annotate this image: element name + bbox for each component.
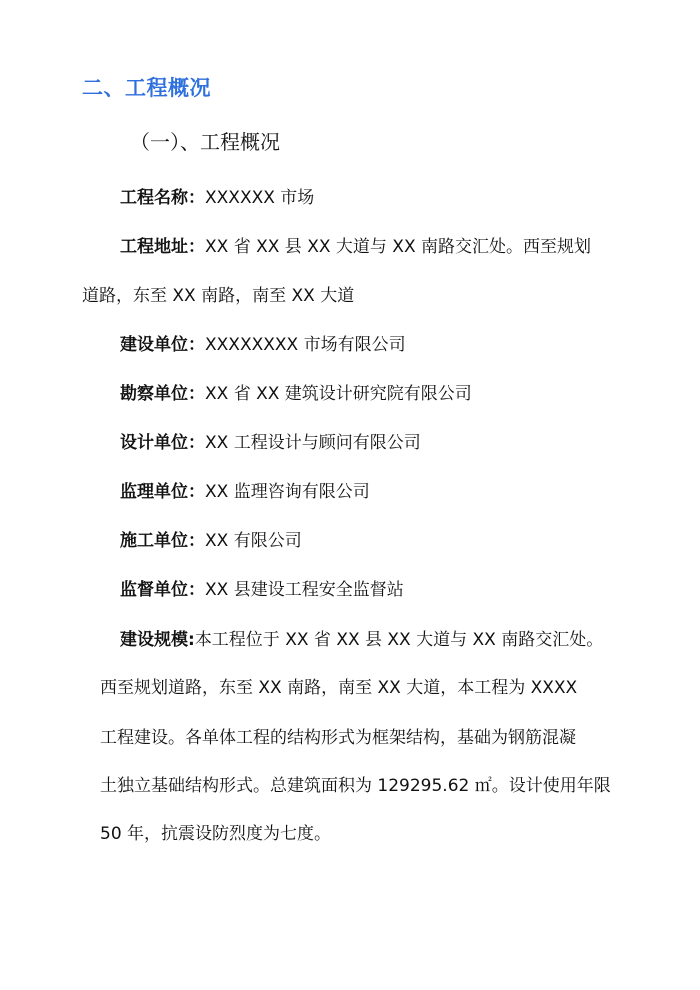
section-heading: 二、工程概况 (82, 76, 211, 100)
field-value: XX 县建设工程安全监督站 (205, 580, 404, 600)
field-separator: ： (188, 580, 205, 600)
scale-line: 本工程位于 XX 省 XX 县 XX 大道与 XX 南路交汇处。 (194, 630, 604, 650)
field-construction-unit (120, 330, 406, 355)
scale-label: 建设规模 (120, 630, 188, 650)
field-separator: ： (188, 482, 205, 502)
field-oversight-unit (120, 575, 404, 600)
address-continuation: 道路，东至 XX 南路，南至 XX 大道 (82, 286, 355, 306)
field-separator: ： (188, 335, 205, 355)
field-label: 工程名称 (120, 188, 188, 208)
field-value: XX 省 XX 县 XX 大道与 XX 南路交汇处。西至规划 (205, 237, 591, 257)
field-label: 勘察单位 (120, 384, 188, 404)
field-design-unit (120, 428, 421, 453)
field-label: 监理单位 (120, 482, 188, 502)
field-value: XX 工程设计与顾问有限公司 (205, 433, 421, 453)
field-label: 施工单位 (120, 531, 188, 551)
field-survey-unit (120, 379, 472, 404)
field-separator: ： (188, 237, 205, 257)
subsection-heading: （一）、工程概况 (130, 130, 280, 154)
field-contractor-unit (120, 526, 302, 551)
scale-paragraph-first-line (120, 625, 603, 650)
field-value: XXXXXX 市场 (205, 188, 315, 208)
field-supervision-unit (120, 477, 370, 502)
field-value: XX 省 XX 建筑设计研究院有限公司 (205, 384, 472, 404)
scale-line: 50 年，抗震设防烈度为七度。 (100, 824, 332, 844)
field-separator: ： (188, 188, 205, 208)
field-label: 建设单位 (120, 335, 188, 355)
scale-separator: : (188, 630, 195, 650)
field-project-address (120, 232, 591, 257)
field-label: 设计单位 (120, 433, 188, 453)
field-separator: ： (188, 433, 205, 453)
field-project-name (120, 183, 314, 208)
field-separator: ： (188, 384, 205, 404)
scale-line: 工程建设。各单体工程的结构形式为框架结构，基础为钢筋混凝 (100, 728, 576, 748)
field-value: XXXXXXXX 市场有限公司 (205, 335, 406, 355)
scale-line: 土独立基础结构形式。总建筑面积为 129295.62 ㎡。设计使用年限 (100, 776, 611, 796)
field-label: 监督单位 (120, 580, 188, 600)
field-separator: ： (188, 531, 205, 551)
scale-line: 西至规划道路，东至 XX 南路，南至 XX 大道，本工程为 XXXX (100, 678, 578, 698)
field-value: XX 有限公司 (205, 531, 302, 551)
field-label: 工程地址 (120, 237, 188, 257)
field-value: XX 监理咨询有限公司 (205, 482, 370, 502)
